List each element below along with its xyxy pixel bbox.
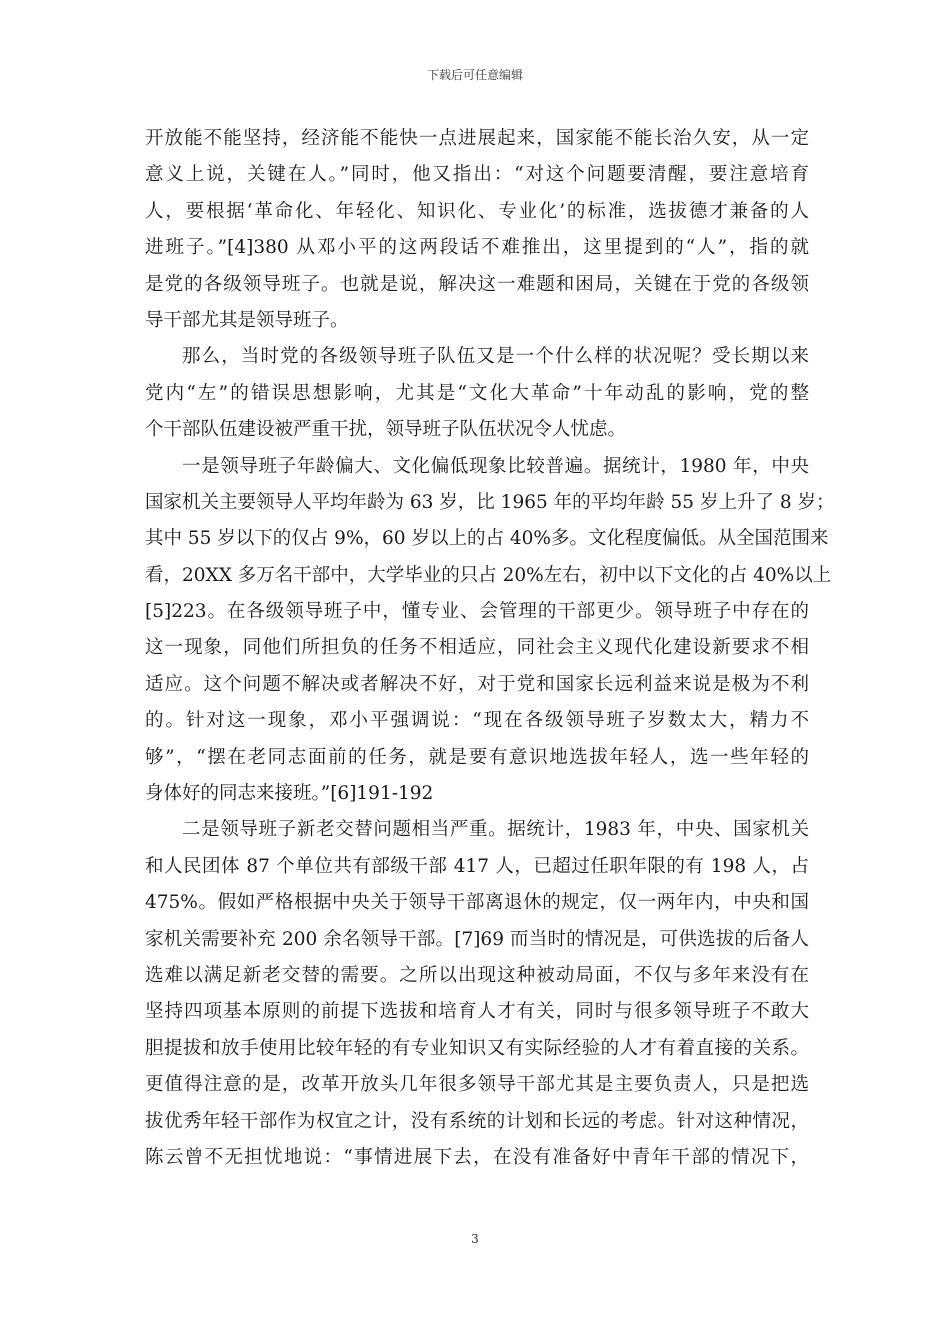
text-line: 二是领导班子新老交替问题相当严重。据统计，1983 年，中央、国家机关: [182, 819, 809, 841]
text-line: 开放能不能坚持，经济能不能快一点进展起来，国家能不能长治久安，从一定: [145, 128, 809, 149]
text-line: 那么，当时党的各级领导班子队伍又是一个什么样的状况呢？受长期以来: [182, 346, 809, 368]
document-body: [145, 121, 835, 1176]
paragraph: [145, 812, 809, 1176]
text-line: 坚持四项基本原则的前提下选拔和培育人才有关，同时与很多领导班子不敢大: [145, 1001, 809, 1023]
text-line: 胆提拔和放手使用比较年轻的有专业知识又有实际经验的人才有着直接的关系。: [145, 1037, 809, 1059]
text-line: 是党的各级领导班子。也就是说，解决这一难题和困局，关键在于党的各级领: [145, 273, 809, 295]
text-line: 一是领导班子年龄偏大、文化偏低现象比较普遍。据统计，1980 年，中央: [182, 455, 809, 477]
text-line: 个干部队伍建设被严重干扰，领导班子队伍状况令人忧虑。: [145, 419, 627, 441]
text-line: 国家机关主要领导人平均年龄为 63 岁，比 1965 年的平均年龄 55 岁上升了 8 岁；: [145, 491, 835, 513]
text-line: 475%。假如严格根据中央关于领导干部离退休的规定，仅一两年内，中央和国: [145, 892, 809, 914]
text-line: 更值得注意的是，改革开放头几年很多领导干部尤其是主要负责人，只是把选: [145, 1074, 809, 1096]
text-line: 陈云曾不无担忧地说：“事情进展下去，在没有准备好中青年干部的情况下，: [145, 1146, 809, 1168]
text-line: 身体好的同志来接班。”[6]191-192: [145, 783, 434, 805]
paragraph: [145, 339, 809, 448]
text-line: 和人民团体 87 个单位共有部级干部 417 人，已超过任职年限的有 198 人，占: [145, 855, 809, 877]
text-line: 够”，“摆在老同志面前的任务，就是要有意识地选拔年轻人，选一些年轻的: [145, 746, 809, 768]
text-line: 其中 55 岁以下的仅占 9%，60 岁以上的占 40%多。文化程度偏低。从全国范围来: [145, 528, 829, 550]
text-line: 进班子。”[4]380 从邓小平的这两段话不难推出，这里提到的“人”，指的就: [145, 237, 809, 259]
text-line: 人，要根据‘革命化、年轻化、知识化、专业化’的标准，选拔德才兼备的人: [145, 200, 809, 222]
text-line: 这一现象，同他们所担负的任务不相适应，同社会主义现代化建设新要求不相: [145, 637, 809, 659]
text-line: 拔优秀年轻干部作为权宜之计，没有系统的计划和长远的考虑。针对这种情况，: [145, 1110, 809, 1132]
text-line: 导干部尤其是领导班子。: [145, 309, 349, 331]
text-line: 意义上说，关键在人。”同时，他又指出：“对这个问题要清醒，要注意培育: [145, 164, 809, 186]
paragraph: [145, 449, 835, 813]
page-number: 3: [471, 1232, 479, 1246]
text-line: 看，20XX 多万名干部中，大学毕业的只占 20%左右，初中以下文化的占 40%以上: [145, 564, 832, 586]
text-line: 适应。这个问题不解决或者解决不好，对于党和国家长远利益来说是极为不利: [145, 673, 809, 695]
page-header: 下载后可任意编辑: [426, 68, 523, 82]
text-line: 家机关需要补充 200 余名领导干部。[7]69 而当时的情况是，可供选拔的后备人: [145, 928, 809, 950]
text-line: 党内“左”的错误思想影响，尤其是“文化大革命”十年动乱的影响，党的整: [145, 382, 809, 404]
paragraph: [145, 121, 809, 339]
text-line: 选难以满足新老交替的需要。之所以出现这种被动局面，不仅与多年来没有在: [145, 964, 809, 986]
text-line: 的。针对这一现象，邓小平强调说：“现在各级领导班子岁数太大，精力不: [145, 710, 809, 732]
text-line: [5]223。在各级领导班子中，懂专业、会管理的干部更少。领导班子中存在的: [145, 601, 809, 623]
